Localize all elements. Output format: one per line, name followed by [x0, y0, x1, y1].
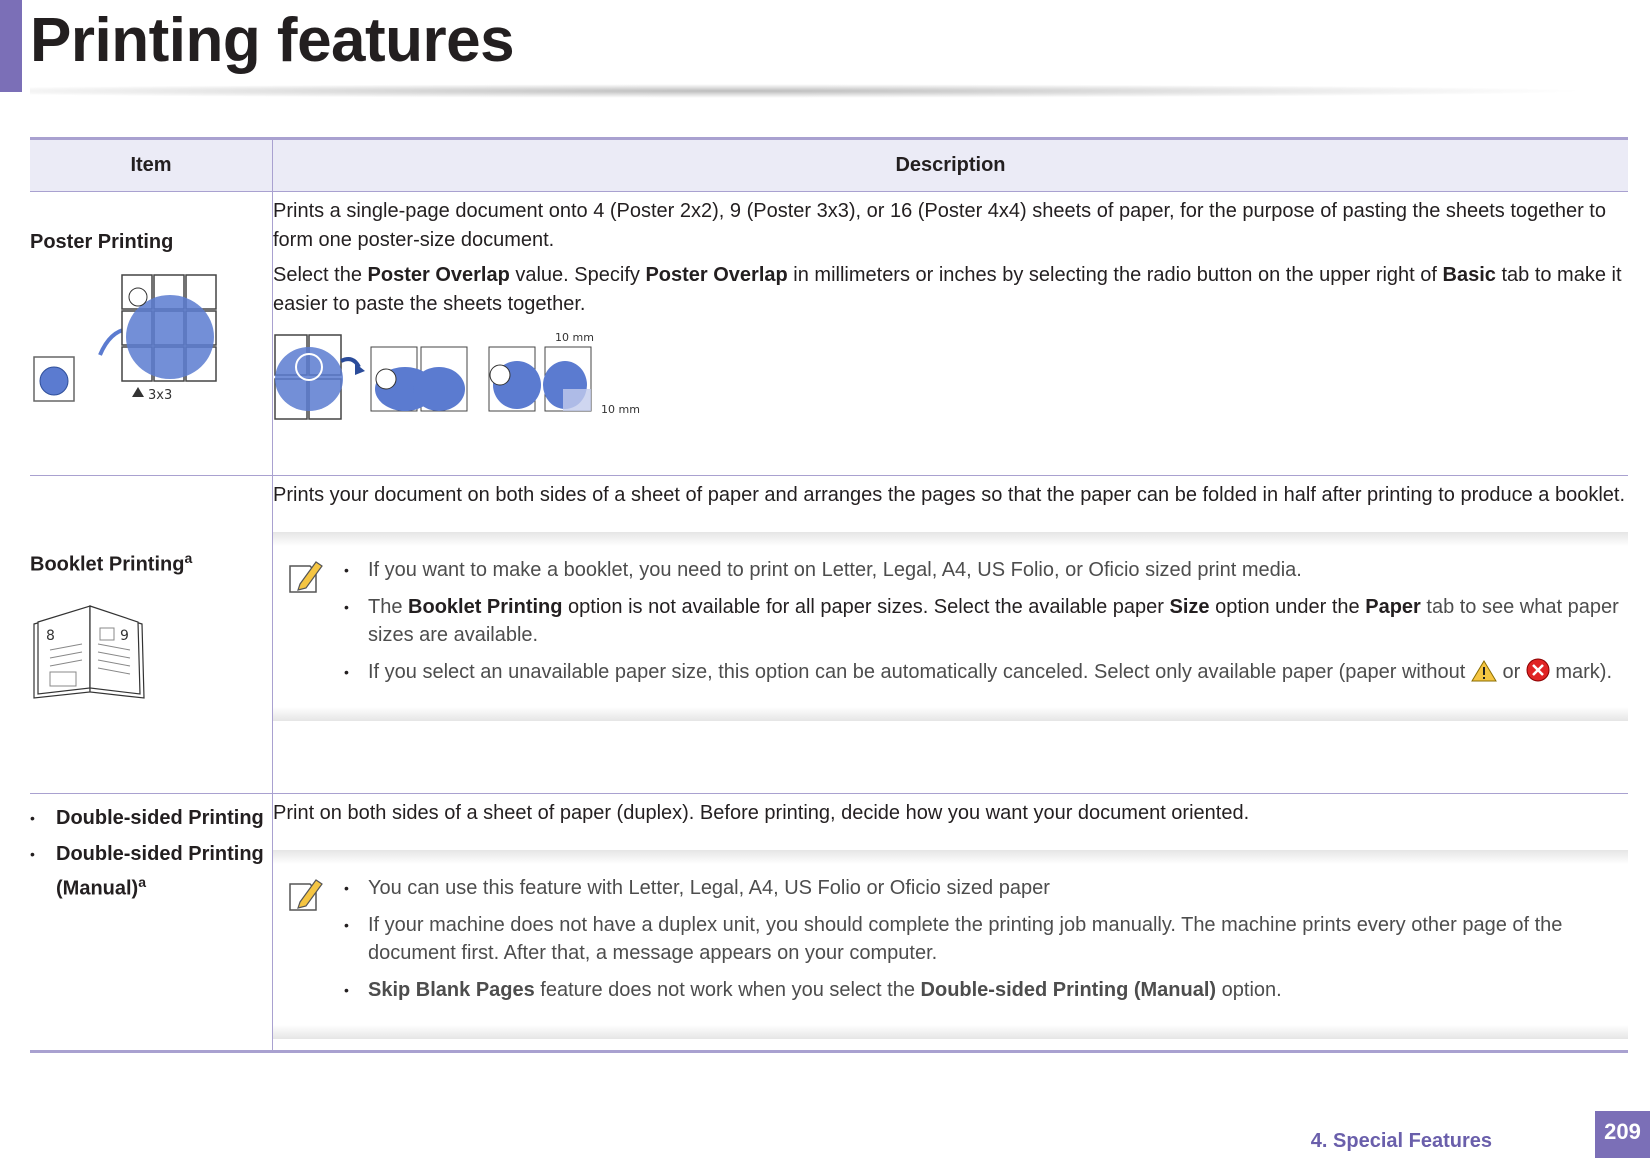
item-title-duplex-manual-text: Double-sided Printing (Manual) — [56, 843, 264, 900]
text: in millimeters or inches by selecting the radio button on the upper right of — [787, 264, 1443, 286]
booklet-notes — [368, 556, 1624, 686]
header-item: Item — [30, 139, 273, 192]
poster-overlap-illustration — [273, 327, 663, 427]
text: or — [1496, 661, 1526, 683]
desc-cell-booklet — [273, 476, 1629, 794]
table-row-booklet — [30, 476, 1628, 794]
item-title-booklet-text: Booklet Printing — [30, 553, 185, 576]
list-item — [368, 658, 1624, 686]
duplex-desc-1: Print on both sides of a sheet of paper (duplex). Before printing, decide how you want your document oriented. — [273, 802, 1250, 824]
list-item: • You can use this feature with Letter, Legal, A4, US Folio or Oficio sized paper — [368, 874, 1624, 902]
booklet-desc-1: Prints your document on both sides of a sheet of paper and arranges the pages so that the paper can be folded in half after printing to produce a booklet. — [273, 484, 1626, 506]
duplex-note-box — [273, 850, 1628, 1039]
desc-cell-duplex — [273, 794, 1629, 1052]
title-accent-bar — [0, 0, 22, 92]
booklet-note-box — [273, 532, 1628, 721]
item-title-booklet — [30, 544, 272, 580]
note-pencil-icon — [286, 874, 326, 914]
term-skip-blank-pages: Skip Blank Pages — [368, 979, 535, 1001]
table-row-duplex — [30, 794, 1628, 1052]
term-size: Size — [1169, 596, 1210, 618]
text: option is not available for all paper sizes. Select the available paper — [562, 596, 1170, 618]
term-poster-overlap: Poster Overlap — [367, 264, 510, 286]
term-booklet-printing: Booklet Printing — [408, 596, 563, 618]
term-duplex-manual: Double-sided Printing (Manual) — [920, 979, 1217, 1001]
item-cell-booklet — [30, 476, 273, 794]
text: Select the — [273, 264, 368, 286]
text: The — [368, 596, 409, 618]
item-cell-duplex — [30, 794, 273, 1052]
text: value. Specify — [509, 264, 646, 286]
text: tab to make it easier to paste the sheets together. — [273, 264, 1622, 315]
desc-cell-poster — [273, 192, 1629, 476]
footnote-mark: a — [184, 550, 193, 566]
poster-3x3-icon — [30, 271, 240, 411]
error-x-icon — [1526, 658, 1550, 682]
duplex-items — [30, 804, 272, 903]
footnote-mark: a — [138, 874, 147, 890]
term-paper-tab: Paper — [1365, 596, 1421, 618]
poster-desc-1: Prints a single-page document onto 4 (Poster 2x2), 9 (Poster 3x3), or 16 (Poster 4x4) sheets of paper, for the purpose of pasting the sheets together to form one poster-size document. — [273, 200, 1606, 251]
text: option under the — [1209, 596, 1366, 618]
list-item — [368, 976, 1624, 1004]
item-title-duplex: • Double-sided Printing — [56, 804, 272, 832]
svg-text:9: 9 — [120, 627, 129, 644]
item-title-poster: Poster Printing — [30, 231, 174, 253]
term-poster-overlap: Poster Overlap — [645, 264, 788, 286]
text: If you select an unavailable paper size, this option can be automatically canceled. Select only available paper (paper without — [368, 661, 1471, 683]
text: option. — [1216, 979, 1282, 1001]
header-description: Description — [273, 139, 1629, 192]
list-item: • If you want to make a booklet, you need to print on Letter, Legal, A4, US Folio, or Oficio sized print media. — [368, 556, 1624, 584]
footer-chapter-label: 4. Special Features — [1310, 1130, 1492, 1152]
item-cell-poster — [30, 192, 273, 476]
text: feature does not work when you select the — [534, 979, 921, 1001]
warning-icon — [1471, 660, 1497, 682]
list-item — [368, 593, 1624, 649]
text: mark). — [1549, 661, 1613, 683]
duplex-notes — [368, 874, 1624, 1004]
svg-text:8: 8 — [46, 627, 55, 644]
note-pencil-icon — [286, 556, 326, 596]
overlap-label-horizontal: 10 mm — [555, 331, 594, 344]
term-basic-tab: Basic — [1442, 264, 1496, 286]
text: tab to see what paper sizes are available. — [368, 596, 1619, 646]
list-item: • If your machine does not have a duplex unit, you should complete the printing job manually. The machine prints every other page of the document first. After that, a message appears on your computer. — [368, 911, 1624, 967]
item-title-duplex-manual — [56, 840, 272, 903]
page-title: Printing features — [30, 6, 515, 75]
poster-desc-2 — [273, 261, 1628, 319]
table-header-row — [30, 139, 1628, 192]
title-divider — [30, 84, 1590, 98]
poster-icon-caption: 3x3 — [148, 388, 173, 403]
overlap-label-vertical: 10 mm — [601, 403, 640, 416]
page-number-badge: 209 — [1595, 1111, 1650, 1158]
features-table — [30, 137, 1628, 1053]
table-row-poster — [30, 192, 1628, 476]
booklet-icon — [30, 594, 150, 704]
